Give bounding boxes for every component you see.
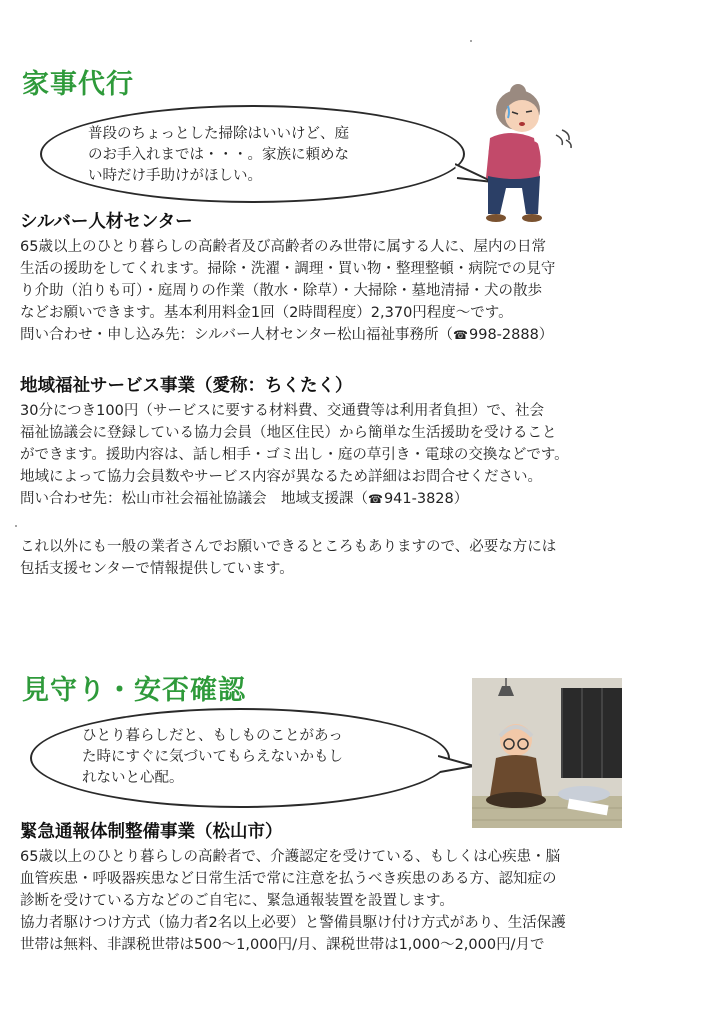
section-title-watch: 見守り・安否確認 bbox=[22, 675, 246, 706]
text-line: 65歳以上のひとり暮らしの高齢者及び高齢者のみ世帯に属する人に、屋内の日常 bbox=[20, 239, 546, 255]
bubble-text-housework bbox=[88, 124, 349, 187]
text-line: り介助（泊りも可）・庭周りの作業（散水・除草）・大掃除・墓地清掃・犬の散歩 bbox=[20, 283, 542, 299]
text-line: 65歳以上のひとり暮らしの高齢者で、介護認定を受けている、もしくは心疾患・脳 bbox=[20, 849, 561, 865]
contact-text: 問い合わせ・申し込み先：シルバー人材センター松山福祉事務所（ bbox=[20, 327, 454, 343]
text-line: 包括支援センターで情報提供しています。 bbox=[20, 561, 294, 577]
phone-icon: ☎ bbox=[368, 492, 383, 506]
phone-icon: ☎ bbox=[453, 328, 468, 342]
text-line: 福祉協議会に登録している協力会員（地区住民）から簡単な生活援助を受けること bbox=[20, 425, 557, 441]
contact-phone: 941-3828） bbox=[383, 491, 469, 507]
service-title-chikutaku: 地域福祉サービス事業（愛称：ちくたく） bbox=[20, 376, 353, 396]
bubble-line: 普段のちょっとした掃除はいいけど、庭 bbox=[88, 126, 349, 142]
tired-elderly-woman-illustration bbox=[478, 80, 588, 230]
text-line: 診断を受けている方などのご自宅に、緊急通報装置を設置します。 bbox=[20, 893, 454, 909]
bubble-text-watch bbox=[82, 726, 343, 789]
service-title-emergency: 緊急通報体制整備事業（松山市） bbox=[20, 822, 283, 842]
note-other-providers bbox=[20, 536, 710, 580]
text-line: 協力者駆けつけ方式（協力者2名以上必要）と警備員駆け付け方式があり、生活保護 bbox=[20, 915, 566, 931]
text-line: などお願いできます。基本利用料金1回（2時間程度）2,370円程度～です。 bbox=[20, 305, 513, 321]
text-line: ができます。援助内容は、話し相手・ゴミ出し・庭の草引き・電球の交換などです。 bbox=[20, 447, 569, 463]
contact-line-silver bbox=[20, 324, 710, 346]
text-line: これ以外にも一般の業者さんでお願いできるところもありますので、必要な方には bbox=[20, 539, 557, 555]
contact-text: 問い合わせ先：松山市社会福祉協議会 地域支援課（ bbox=[20, 491, 368, 507]
text-line: 30分につき100円（サービスに要する材料費、交通費等は利用者負担）で、社会 bbox=[20, 403, 545, 419]
service-desc-chikutaku bbox=[20, 400, 710, 510]
bubble-line: れないと心配。 bbox=[82, 770, 184, 786]
section-title-housework: 家事代行 bbox=[22, 69, 134, 100]
text-line: 生活の援助をしてくれます。掃除・洗濯・調理・買い物・整理整頓・病院での見守 bbox=[20, 261, 556, 277]
service-desc-emergency bbox=[20, 846, 710, 956]
service-desc-silver bbox=[20, 236, 710, 346]
contact-phone: 998-2888） bbox=[469, 327, 554, 343]
scan-speck bbox=[15, 525, 17, 527]
service-title-silver: シルバー人材センター bbox=[20, 212, 193, 232]
bubble-line: い時だけ手助けがほしい。 bbox=[88, 168, 262, 184]
bubble-line: のお手入れまでは・・・。家族に頼めな bbox=[88, 147, 349, 163]
text-line: 地域によって協力会員数やサービス内容が異なるため詳細はお問合せください。 bbox=[20, 469, 542, 485]
bubble-line: た時にすぐに気づいてもらえないかもし bbox=[82, 749, 343, 765]
scan-speck bbox=[470, 40, 472, 42]
lonely-elderly-man-illustration bbox=[472, 678, 622, 828]
contact-line-chikutaku bbox=[20, 488, 710, 510]
text-line: 血管疾患・呼吸器疾患など日常生活で常に注意を払うべき疾患のある方、認知症の bbox=[20, 871, 557, 887]
text-line: 世帯は無料、非課税世帯は500～1,000円/月、課税世帯は1,000～2,000円/月で bbox=[20, 937, 545, 953]
bubble-line: ひとり暮らしだと、もしものことがあっ bbox=[82, 728, 343, 744]
